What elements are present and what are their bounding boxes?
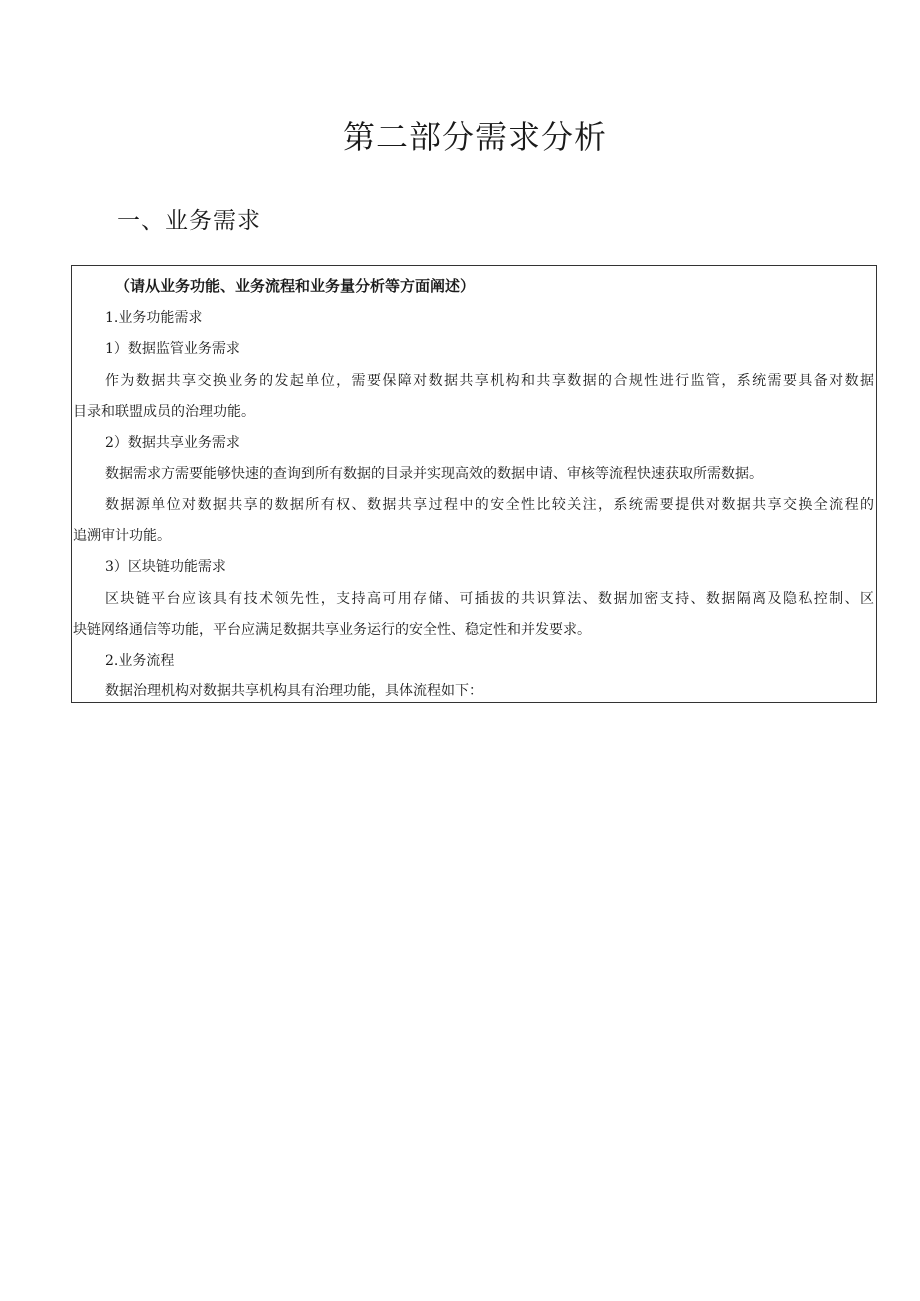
- instruction-text: （请从业务功能、业务流程和业务量分析等方面阐述）: [115, 277, 476, 295]
- paragraph-line: 作为数据共享交换业务的发起单位，需要保障对数据共享机构和共享数据的合规性进行监管，系统需要具备对数据: [105, 373, 874, 389]
- item-heading: 2）数据共享业务需求: [105, 435, 240, 451]
- requirements-box: [71, 265, 877, 703]
- subsection-heading: 1.业务功能需求: [105, 310, 203, 326]
- subsection-heading: 2.业务流程: [105, 653, 175, 669]
- paragraph-line: 区块链平台应该具有技术领先性，支持高可用存储、可插拔的共识算法、数据加密支持、数据隔离及隐私控制、区: [105, 591, 874, 607]
- paragraph-line: 数据治理机构对数据共享机构具有治理功能，具体流程如下：: [105, 683, 483, 699]
- paragraph-line: 目录和联盟成员的治理功能。: [73, 404, 255, 420]
- paragraph-line: 数据源单位对数据共享的数据所有权、数据共享过程中的安全性比较关注，系统需要提供对数据共享交换全流程的: [105, 497, 874, 513]
- page-title: 第二部分需求分析: [342, 118, 607, 156]
- item-heading: 1）数据监管业务需求: [105, 341, 240, 357]
- paragraph-line: 块链网络通信等功能，平台应满足数据共享业务运行的安全性、稳定性和并发要求。: [73, 622, 591, 638]
- paragraph-line: 数据需求方需要能够快速的查询到所有数据的目录并实现高效的数据申请、审核等流程快速获取所需数据。: [105, 466, 763, 482]
- paragraph-line: 追溯审计功能。: [73, 528, 171, 544]
- item-heading: 3）区块链功能需求: [105, 559, 226, 575]
- section-heading: 一、业务需求: [117, 208, 261, 234]
